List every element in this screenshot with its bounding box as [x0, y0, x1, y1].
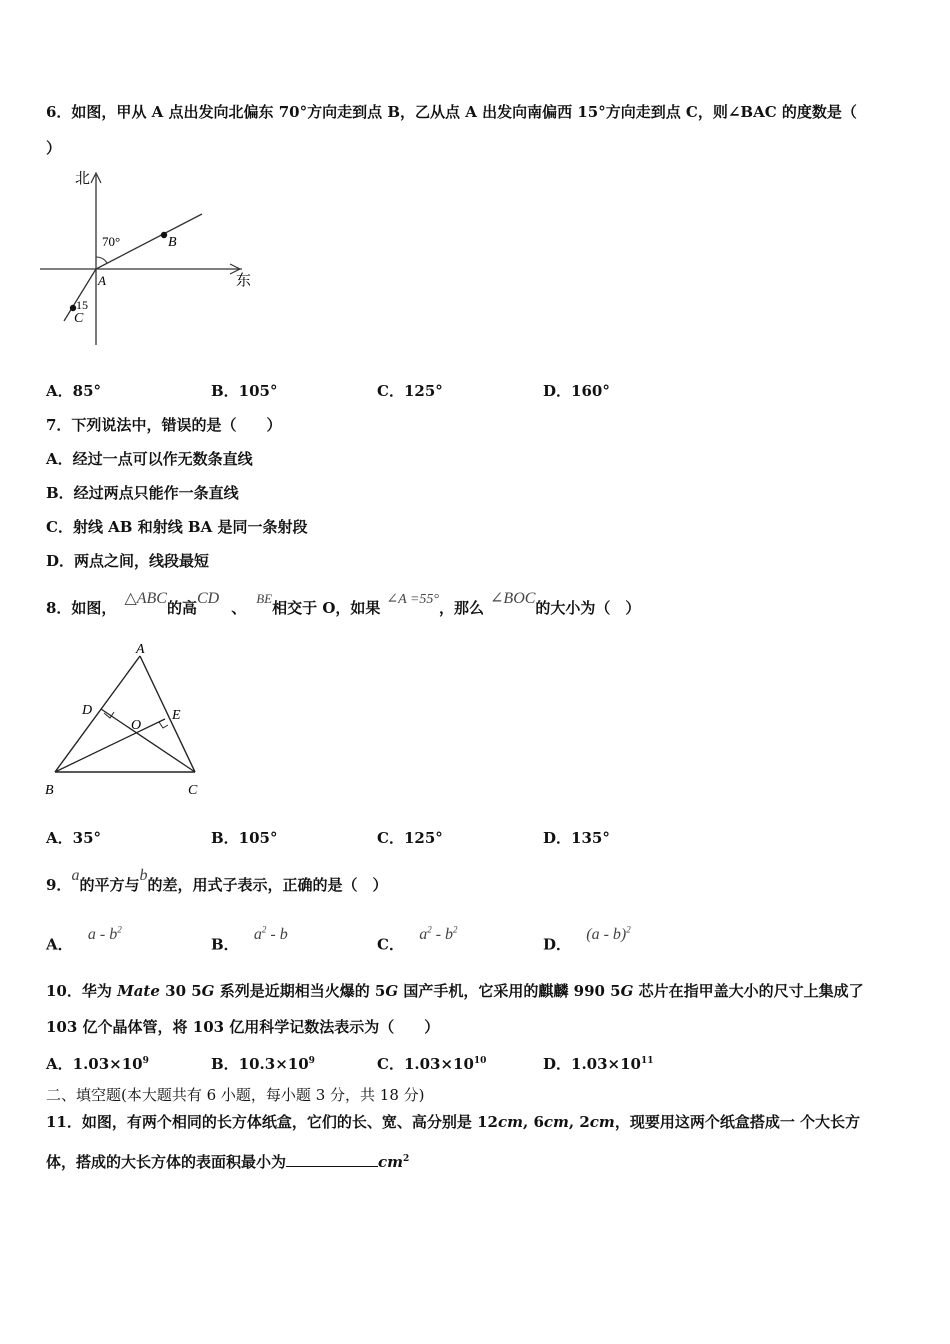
q10-part-2: 30 5: [159, 982, 202, 1000]
q9-option-c-sup1: 2: [427, 925, 432, 935]
q10-option-c[interactable]: [377, 1051, 486, 1074]
q10-part-3: 系列是近期相当火爆的 5: [214, 982, 386, 1000]
q8-part-4: 相交于 O，如果: [272, 599, 381, 617]
q10-option-d-sup: 11: [640, 1056, 654, 1066]
vertex-c: C: [188, 783, 198, 798]
q6-option-c[interactable]: C．125°: [377, 382, 443, 400]
point-e: E: [172, 708, 181, 723]
label-b: B: [168, 235, 177, 250]
q9-option-c-sup2: 2: [453, 925, 458, 935]
q9-option-c-label: C．: [377, 935, 404, 954]
q9-part-1: 的平方与: [79, 876, 140, 894]
q10-option-a-base: A．1.03×10: [46, 1055, 143, 1073]
q11-unit-2: cm: [543, 1113, 569, 1131]
q11-answer-unit-sup: 2: [403, 1154, 410, 1164]
q9-option-d-label: D．: [543, 935, 572, 954]
q8-option-a[interactable]: A．35°: [46, 829, 102, 847]
q8-math-cd: CD: [196, 590, 220, 607]
q9-part-2: 的差，用式子表示，正确的是（ ）: [147, 876, 388, 894]
q10-text-line2: 103 亿个晶体管，将 103 亿用科学记数法表示为（ ）: [46, 1018, 440, 1036]
q6-option-a[interactable]: A．85°: [46, 382, 102, 400]
q10-g-2: G: [385, 982, 399, 1000]
q10-option-c-base: C．1.03×10: [377, 1055, 474, 1073]
q7-option-d[interactable]: D．两点之间，线段最短: [46, 552, 210, 570]
q9-option-a[interactable]: [46, 925, 122, 955]
q9-option-d-expr: (a - b): [586, 926, 627, 944]
q9-option-b[interactable]: [211, 925, 288, 955]
q7-text: 7．下列说法中，错误的是（ ）: [46, 416, 282, 434]
q9-option-b-sup: 2: [261, 925, 267, 935]
q9-option-a-expr: a - b: [87, 926, 118, 944]
q10-option-c-sup: 10: [473, 1056, 487, 1066]
q9-option-a-sup: 2: [117, 925, 122, 935]
q10-mate: Mate: [117, 982, 160, 1000]
q10-option-b[interactable]: [211, 1051, 315, 1074]
q10-option-d-base: D．1.03×10: [543, 1055, 641, 1073]
angle-70-label: 70°: [102, 234, 121, 249]
q10-part-5: 芯片在指甲盖大小的尺寸上集成了: [633, 982, 864, 1000]
altitude-cd: [101, 709, 195, 772]
q6-text-end: ）: [46, 139, 62, 157]
q8-math-angle-boc: ∠BOC: [490, 590, 536, 607]
q9-option-d[interactable]: [543, 925, 631, 955]
q8-math-triangle: △ABC: [124, 590, 167, 607]
q10-option-b-sup: 9: [308, 1056, 315, 1066]
north-label: 北: [75, 171, 91, 187]
side-ab: [55, 656, 140, 772]
q8-option-b[interactable]: B．105°: [211, 829, 278, 847]
q10-option-a-sup: 9: [142, 1056, 149, 1066]
altitude-be: [55, 719, 165, 772]
q10-text: [46, 981, 864, 1001]
q8-math-be: BE: [256, 591, 273, 606]
q6-text: 6．如图，甲从 A 点出发向北偏东 70°方向走到点 B，乙从点 A 出发向南偏西 15°方向走到点 C，则∠BAC 的度数是（: [46, 103, 857, 121]
point-o: O: [131, 718, 142, 733]
q9-math-a: a: [71, 867, 80, 884]
point-d: D: [82, 703, 93, 718]
q7-option-c[interactable]: C．射线 AB 和射线 BA 是同一条射段: [46, 518, 308, 536]
angle-15-label: 15: [76, 298, 88, 312]
q9-option-b-tail: - b: [266, 926, 288, 944]
vertex-a: A: [136, 642, 145, 657]
q8-part-5: ，那么: [439, 599, 485, 617]
q11-answer-blank[interactable]: [286, 1152, 378, 1167]
q9-option-c[interactable]: [377, 925, 458, 955]
vertex-b: B: [45, 783, 54, 798]
q9-math-b: b: [139, 867, 148, 884]
q9-option-d-sup: 2: [626, 925, 631, 935]
angle-arc-70: [96, 257, 107, 263]
label-a: A: [98, 273, 106, 288]
q9-option-c-expr: a: [419, 926, 428, 944]
q10-g-1: G: [201, 982, 215, 1000]
q10-g-3: G: [620, 982, 634, 1000]
q8-part-2: 的高: [166, 599, 197, 617]
q9-text: [46, 867, 388, 896]
q8-option-d[interactable]: D．135°: [543, 829, 610, 847]
q10-option-d[interactable]: [543, 1051, 654, 1074]
q7-option-a[interactable]: A．经过一点可以作无数条直线: [46, 450, 253, 468]
q8-text: [46, 590, 641, 620]
label-c: C: [74, 311, 84, 326]
q8-option-c[interactable]: C．125°: [377, 829, 443, 847]
q10-part-4: 国产手机，它采用的麒麟 990 5: [398, 982, 621, 1000]
section-2-title: 二、填空题(本大题共有 6 小题，每小题 3 分，共 18 分): [46, 1086, 425, 1104]
q8-math-angle-a: ∠A =55°: [386, 592, 439, 607]
q11-text: [46, 1112, 860, 1132]
q11-part-1: 11．如图，有两个相同的长方体纸盒，它们的长、宽、高分别是 12: [46, 1113, 498, 1131]
q11-answer-unit: cm: [378, 1153, 404, 1171]
q8-figure: [40, 638, 220, 803]
q11-text-line2: [46, 1149, 409, 1172]
q6-option-b[interactable]: B．105°: [211, 382, 278, 400]
q7-option-b[interactable]: B．经过两点只能作一条直线: [46, 484, 239, 502]
q6-figure: [40, 165, 260, 350]
side-ac: [140, 656, 195, 772]
q11-part-2: , 6: [523, 1113, 544, 1131]
q8-part-3: 、: [231, 599, 247, 617]
east-label: 东: [236, 273, 252, 289]
q9-option-b-expr: a: [253, 926, 262, 944]
q10-part-1: 10．华为: [46, 982, 118, 1000]
q10-option-b-base: B．10.3×10: [211, 1055, 309, 1073]
q8-part-1: 8．如图，: [46, 599, 117, 617]
q9-option-a-label: A．: [46, 935, 73, 954]
point-b: [161, 232, 167, 238]
q8-part-6: 的大小为（ ）: [535, 599, 641, 617]
q11-unit-3: cm: [589, 1113, 615, 1131]
right-angle-e: [159, 722, 168, 728]
q11-unit-1: cm: [497, 1113, 523, 1131]
q11-line2-text: 体，搭成的大长方体的表面积最小为: [46, 1153, 287, 1171]
q6-option-d[interactable]: D．160°: [543, 382, 610, 400]
q11-part-3: , 2: [568, 1113, 590, 1131]
q11-part-4: ，现要用这两个纸盒搭成一 个大长方: [614, 1113, 861, 1131]
q9-option-b-label: B．: [211, 935, 239, 954]
q9-number: 9．: [46, 876, 72, 894]
q10-option-a[interactable]: [46, 1051, 149, 1074]
q9-option-c-mid: - b: [431, 926, 454, 944]
